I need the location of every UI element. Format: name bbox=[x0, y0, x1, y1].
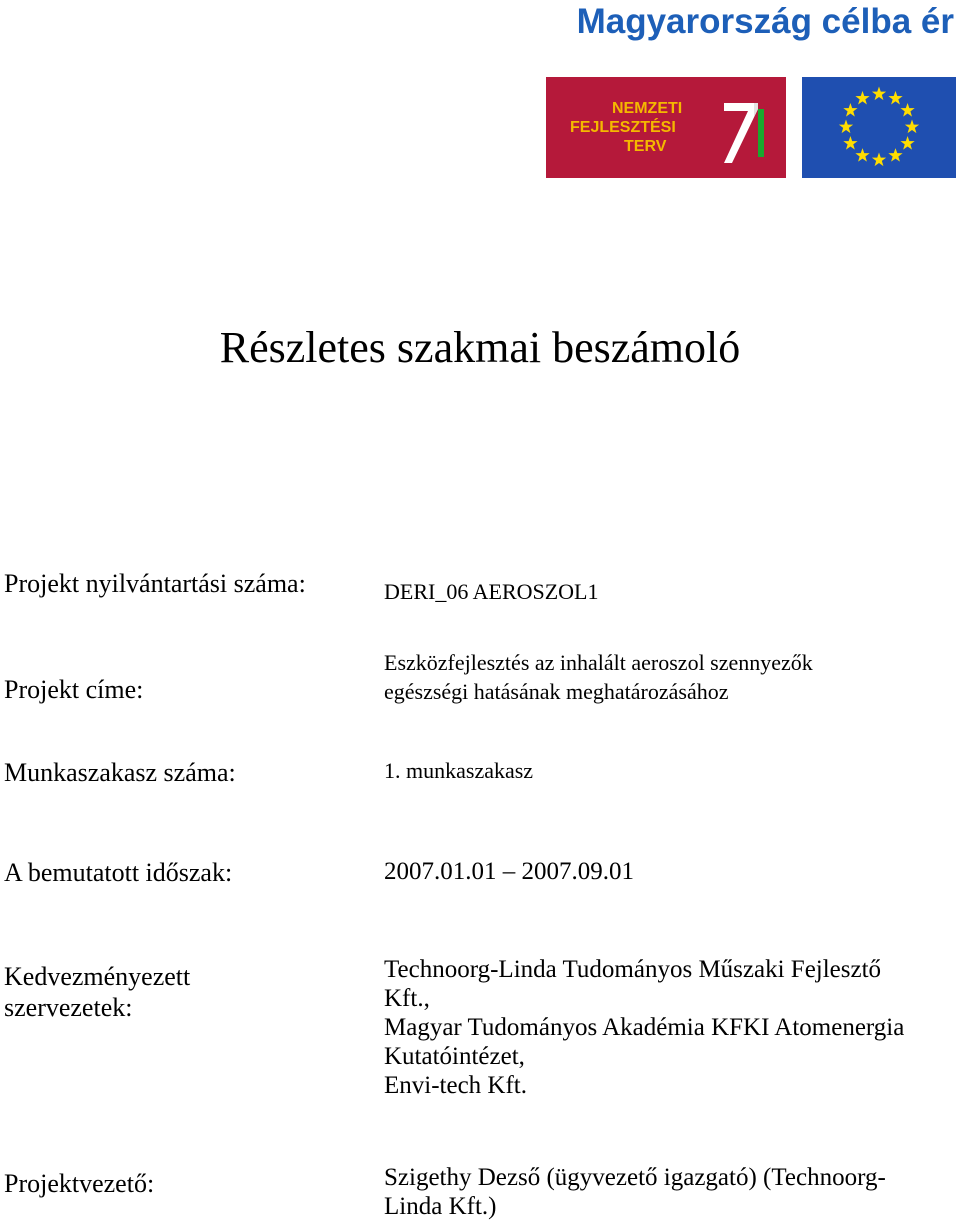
project-id-label: Projekt nyilvántartási száma: bbox=[4, 569, 306, 598]
beneficiary-line: Technoorg-Linda Tudományos Műszaki Fejlesztő bbox=[384, 956, 882, 983]
beneficiaries-label-line: szervezetek: bbox=[4, 993, 133, 1022]
eu-star-icon bbox=[900, 136, 914, 150]
project-title-value bbox=[384, 648, 813, 706]
eu-star-icon bbox=[843, 103, 857, 117]
beneficiaries-label-line: Kedvezményezett bbox=[4, 962, 191, 991]
project-title-label: Projekt címe: bbox=[4, 675, 144, 704]
page-title: Részletes szakmai beszámoló bbox=[219, 323, 741, 372]
eu-star-icon bbox=[888, 148, 902, 162]
nft-seven-icon bbox=[724, 103, 764, 163]
eu-star-icon bbox=[855, 148, 869, 162]
project-id-value: DERI_06 AEROSZOL1 bbox=[384, 579, 599, 604]
eu-star-icon bbox=[839, 120, 853, 134]
eu-star-icon bbox=[843, 136, 857, 150]
nft-logo-line2: FEJLESZTÉSI bbox=[570, 119, 676, 136]
nft-logo-line1: NEMZETI bbox=[612, 100, 683, 117]
period-value: 2007.01.01 – 2007.09.01 bbox=[384, 858, 634, 885]
beneficiaries-value bbox=[384, 955, 904, 1100]
eu-star-icon bbox=[872, 153, 886, 167]
eu-star-icon bbox=[900, 103, 914, 117]
nft-logo-line3: TERV bbox=[624, 138, 667, 155]
eu-star-icon bbox=[905, 120, 919, 134]
leader-value bbox=[384, 1163, 886, 1221]
phase-label: Munkaszakasz száma: bbox=[4, 758, 236, 787]
leader-label: Projektvezető: bbox=[4, 1169, 155, 1198]
beneficiary-line: Envi-tech Kft. bbox=[384, 1072, 528, 1099]
nft-logo bbox=[546, 77, 786, 178]
leader-line: Szigethy Dezső (ügyvezető igazgató) (Technoorg- bbox=[384, 1164, 886, 1191]
beneficiary-line: Kutatóintézet, bbox=[384, 1043, 525, 1070]
eu-star-icon bbox=[872, 87, 886, 101]
slogan: Magyarország célba ér bbox=[576, 2, 954, 41]
project-title-line: Eszközfejlesztés az inhalált aeroszol szennyezők bbox=[384, 650, 813, 675]
phase-value: 1. munkaszakasz bbox=[384, 758, 534, 783]
eu-star-icon bbox=[855, 91, 869, 105]
beneficiaries-label bbox=[4, 961, 190, 1023]
beneficiary-line: Magyar Tudományos Akadémia KFKI Atomenergia bbox=[384, 1014, 905, 1041]
project-title-line: egészségi hatásának meghatározásához bbox=[384, 679, 729, 704]
leader-line: Linda Kft.) bbox=[384, 1193, 497, 1220]
beneficiary-line: Kft., bbox=[384, 985, 430, 1012]
eu-star-icon bbox=[888, 91, 902, 105]
eu-flag-icon bbox=[802, 77, 956, 178]
period-label: A bemutatott időszak: bbox=[4, 858, 233, 887]
